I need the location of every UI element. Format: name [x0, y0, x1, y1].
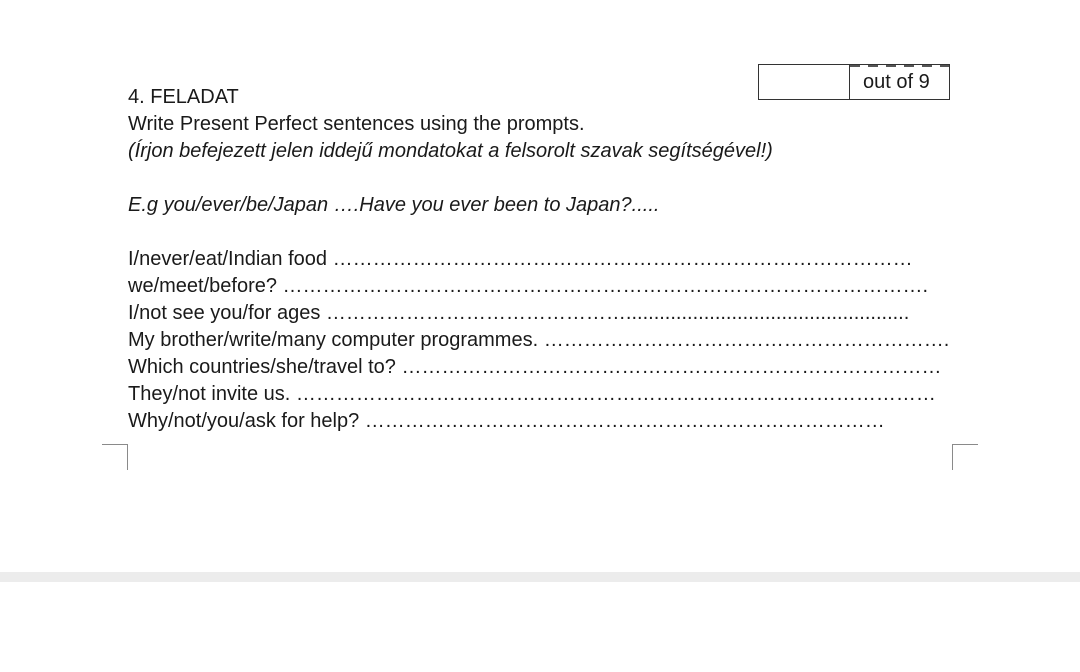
task-example: E.g you/ever/be/Japan ….Have you ever been to Japan?.....: [128, 194, 660, 216]
prompt-text: I/not see you/for ages: [128, 302, 321, 324]
prompt-line: [128, 408, 949, 435]
prompt-line: [128, 354, 949, 381]
page-corner-marker-left: [102, 444, 128, 470]
prompt-line: [128, 327, 949, 354]
score-label-text: out of 9: [863, 71, 930, 93]
page-gap-divider: [0, 572, 1080, 582]
prompt-line: [128, 246, 949, 273]
task-instruction-hungarian: (Írjon befejezett jelen iddejű mondatokat a felsorolt szavak segítségével!): [128, 140, 773, 162]
answer-blank[interactable]: ……………………………………………………………………: [364, 410, 885, 432]
prompt-line: [128, 381, 949, 408]
answer-blank[interactable]: ……………………………………………………………………………………: [295, 383, 936, 405]
answer-blank[interactable]: ……………………………………………………………………………: [332, 248, 913, 270]
answer-blank[interactable]: ………………………………………...................................................: [325, 302, 910, 324]
prompt-text: I/never/eat/Indian food: [128, 248, 328, 270]
next-page: [0, 582, 1080, 672]
page-corner-marker-right: [952, 444, 978, 470]
task-instruction: Write Present Perfect sentences using the prompts.: [128, 113, 585, 135]
prompt-text: Which countries/she/travel to?: [128, 356, 396, 378]
answer-blank[interactable]: …………………………………………………….: [543, 329, 950, 351]
prompt-line: [128, 300, 949, 327]
prompt-line: [128, 273, 949, 300]
prompt-text: My brother/write/many computer programmes.: [128, 329, 539, 351]
answer-blank[interactable]: ………………………………………………………………………: [401, 356, 942, 378]
prompt-text: They/not invite us.: [128, 383, 291, 405]
blank-line: [128, 219, 949, 246]
answer-blank[interactable]: …………………………………………………………………………………….: [282, 275, 929, 297]
blank-line: [128, 165, 949, 192]
task-title: 4. FELADAT: [128, 86, 239, 108]
task-block: [128, 84, 949, 435]
prompt-text: Why/not/you/ask for help?: [128, 410, 360, 432]
cropped-text-fragment: [850, 65, 949, 67]
prompt-text: we/meet/before?: [128, 275, 277, 297]
